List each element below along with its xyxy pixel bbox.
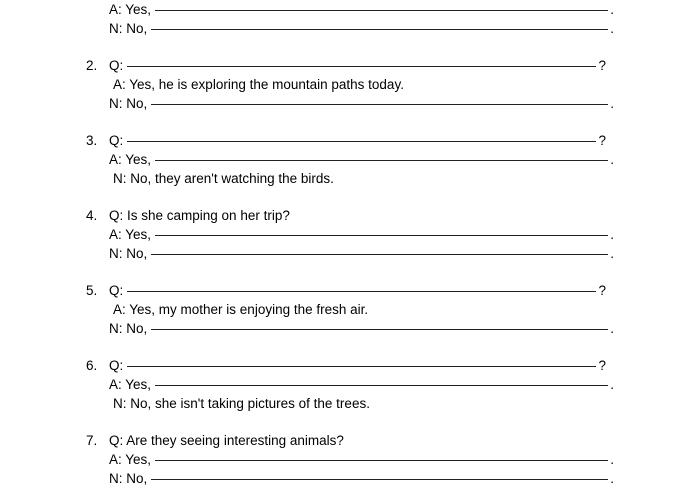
affirmative-line [0, 75, 700, 94]
answer-blank[interactable] [155, 460, 608, 461]
affirmative-tag: A: Yes, [109, 452, 152, 467]
answer-text: N: No, she isn't taking pictures of the trees. [113, 396, 370, 411]
negative-tag: N: No, [109, 471, 148, 486]
worksheet-item [0, 131, 700, 188]
affirmative-line [0, 375, 700, 394]
answer-blank[interactable] [155, 385, 608, 386]
negative-line [0, 469, 700, 488]
item-number: 2. [86, 58, 98, 73]
question-blank[interactable] [127, 291, 596, 292]
negative-line [0, 244, 700, 263]
worksheet-item [0, 206, 700, 263]
period-mark: . [610, 2, 614, 17]
question-mark: ? [598, 58, 606, 73]
negative-tag: N: No, [109, 96, 148, 111]
affirmative-tag: A: Yes, [109, 227, 152, 242]
affirmative-line [0, 150, 700, 169]
question-text: Q: Are they seeing interesting animals? [109, 433, 344, 448]
negative-tag: N: No, [109, 321, 148, 336]
period-mark: . [610, 21, 614, 36]
negative-line [0, 19, 700, 38]
question-blank[interactable] [127, 141, 596, 142]
question-blank[interactable] [127, 366, 596, 367]
question-line [0, 356, 700, 375]
question-mark: ? [598, 283, 606, 298]
answer-blank[interactable] [155, 10, 608, 11]
question-mark: ? [598, 358, 606, 373]
negative-line [0, 169, 700, 188]
answer-blank[interactable] [151, 104, 608, 105]
question-tag: Q: [109, 358, 124, 373]
answer-text: N: No, they aren't watching the birds. [113, 171, 334, 186]
negative-tag: N: No, [109, 246, 148, 261]
question-line [0, 281, 700, 300]
affirmative-line [0, 300, 700, 319]
worksheet-item [0, 0, 700, 38]
negative-tag: N: No, [109, 21, 148, 36]
answer-blank[interactable] [151, 29, 608, 30]
question-line [0, 131, 700, 150]
affirmative-tag: A: Yes, [109, 2, 152, 17]
affirmative-tag: A: Yes, [109, 152, 152, 167]
period-mark: . [610, 471, 614, 486]
answer-blank[interactable] [151, 329, 608, 330]
question-mark: ? [598, 133, 606, 148]
answer-text: A: Yes, my mother is enjoying the fresh air. [113, 302, 369, 317]
question-blank[interactable] [127, 66, 596, 67]
worksheet-item [0, 281, 700, 338]
period-mark: . [610, 152, 614, 167]
question-tag: Q: [109, 133, 124, 148]
answer-blank[interactable] [155, 235, 608, 236]
period-mark: . [610, 227, 614, 242]
question-tag: Q: [109, 283, 124, 298]
question-line [0, 56, 700, 75]
question-text: Q: Is she camping on her trip? [109, 208, 290, 223]
negative-line [0, 319, 700, 338]
negative-line [0, 394, 700, 413]
worksheet-item [0, 356, 700, 413]
worksheet-item [0, 431, 700, 488]
affirmative-line [0, 225, 700, 244]
period-mark: . [610, 321, 614, 336]
worksheet-item [0, 56, 700, 113]
period-mark: . [610, 96, 614, 111]
item-number: 6. [86, 358, 98, 373]
item-number: 3. [86, 133, 98, 148]
answer-text: A: Yes, he is exploring the mountain paths today. [113, 77, 404, 92]
question-line [0, 206, 700, 225]
question-tag: Q: [109, 58, 124, 73]
period-mark: . [610, 377, 614, 392]
item-number: 5. [86, 283, 98, 298]
answer-blank[interactable] [155, 160, 608, 161]
negative-line [0, 94, 700, 113]
answer-blank[interactable] [151, 254, 608, 255]
item-number: 4. [86, 208, 98, 223]
question-line [0, 431, 700, 450]
affirmative-tag: A: Yes, [109, 377, 152, 392]
affirmative-line [0, 450, 700, 469]
affirmative-line [0, 0, 700, 19]
period-mark: . [610, 246, 614, 261]
item-number: 7. [86, 433, 98, 448]
period-mark: . [610, 452, 614, 467]
